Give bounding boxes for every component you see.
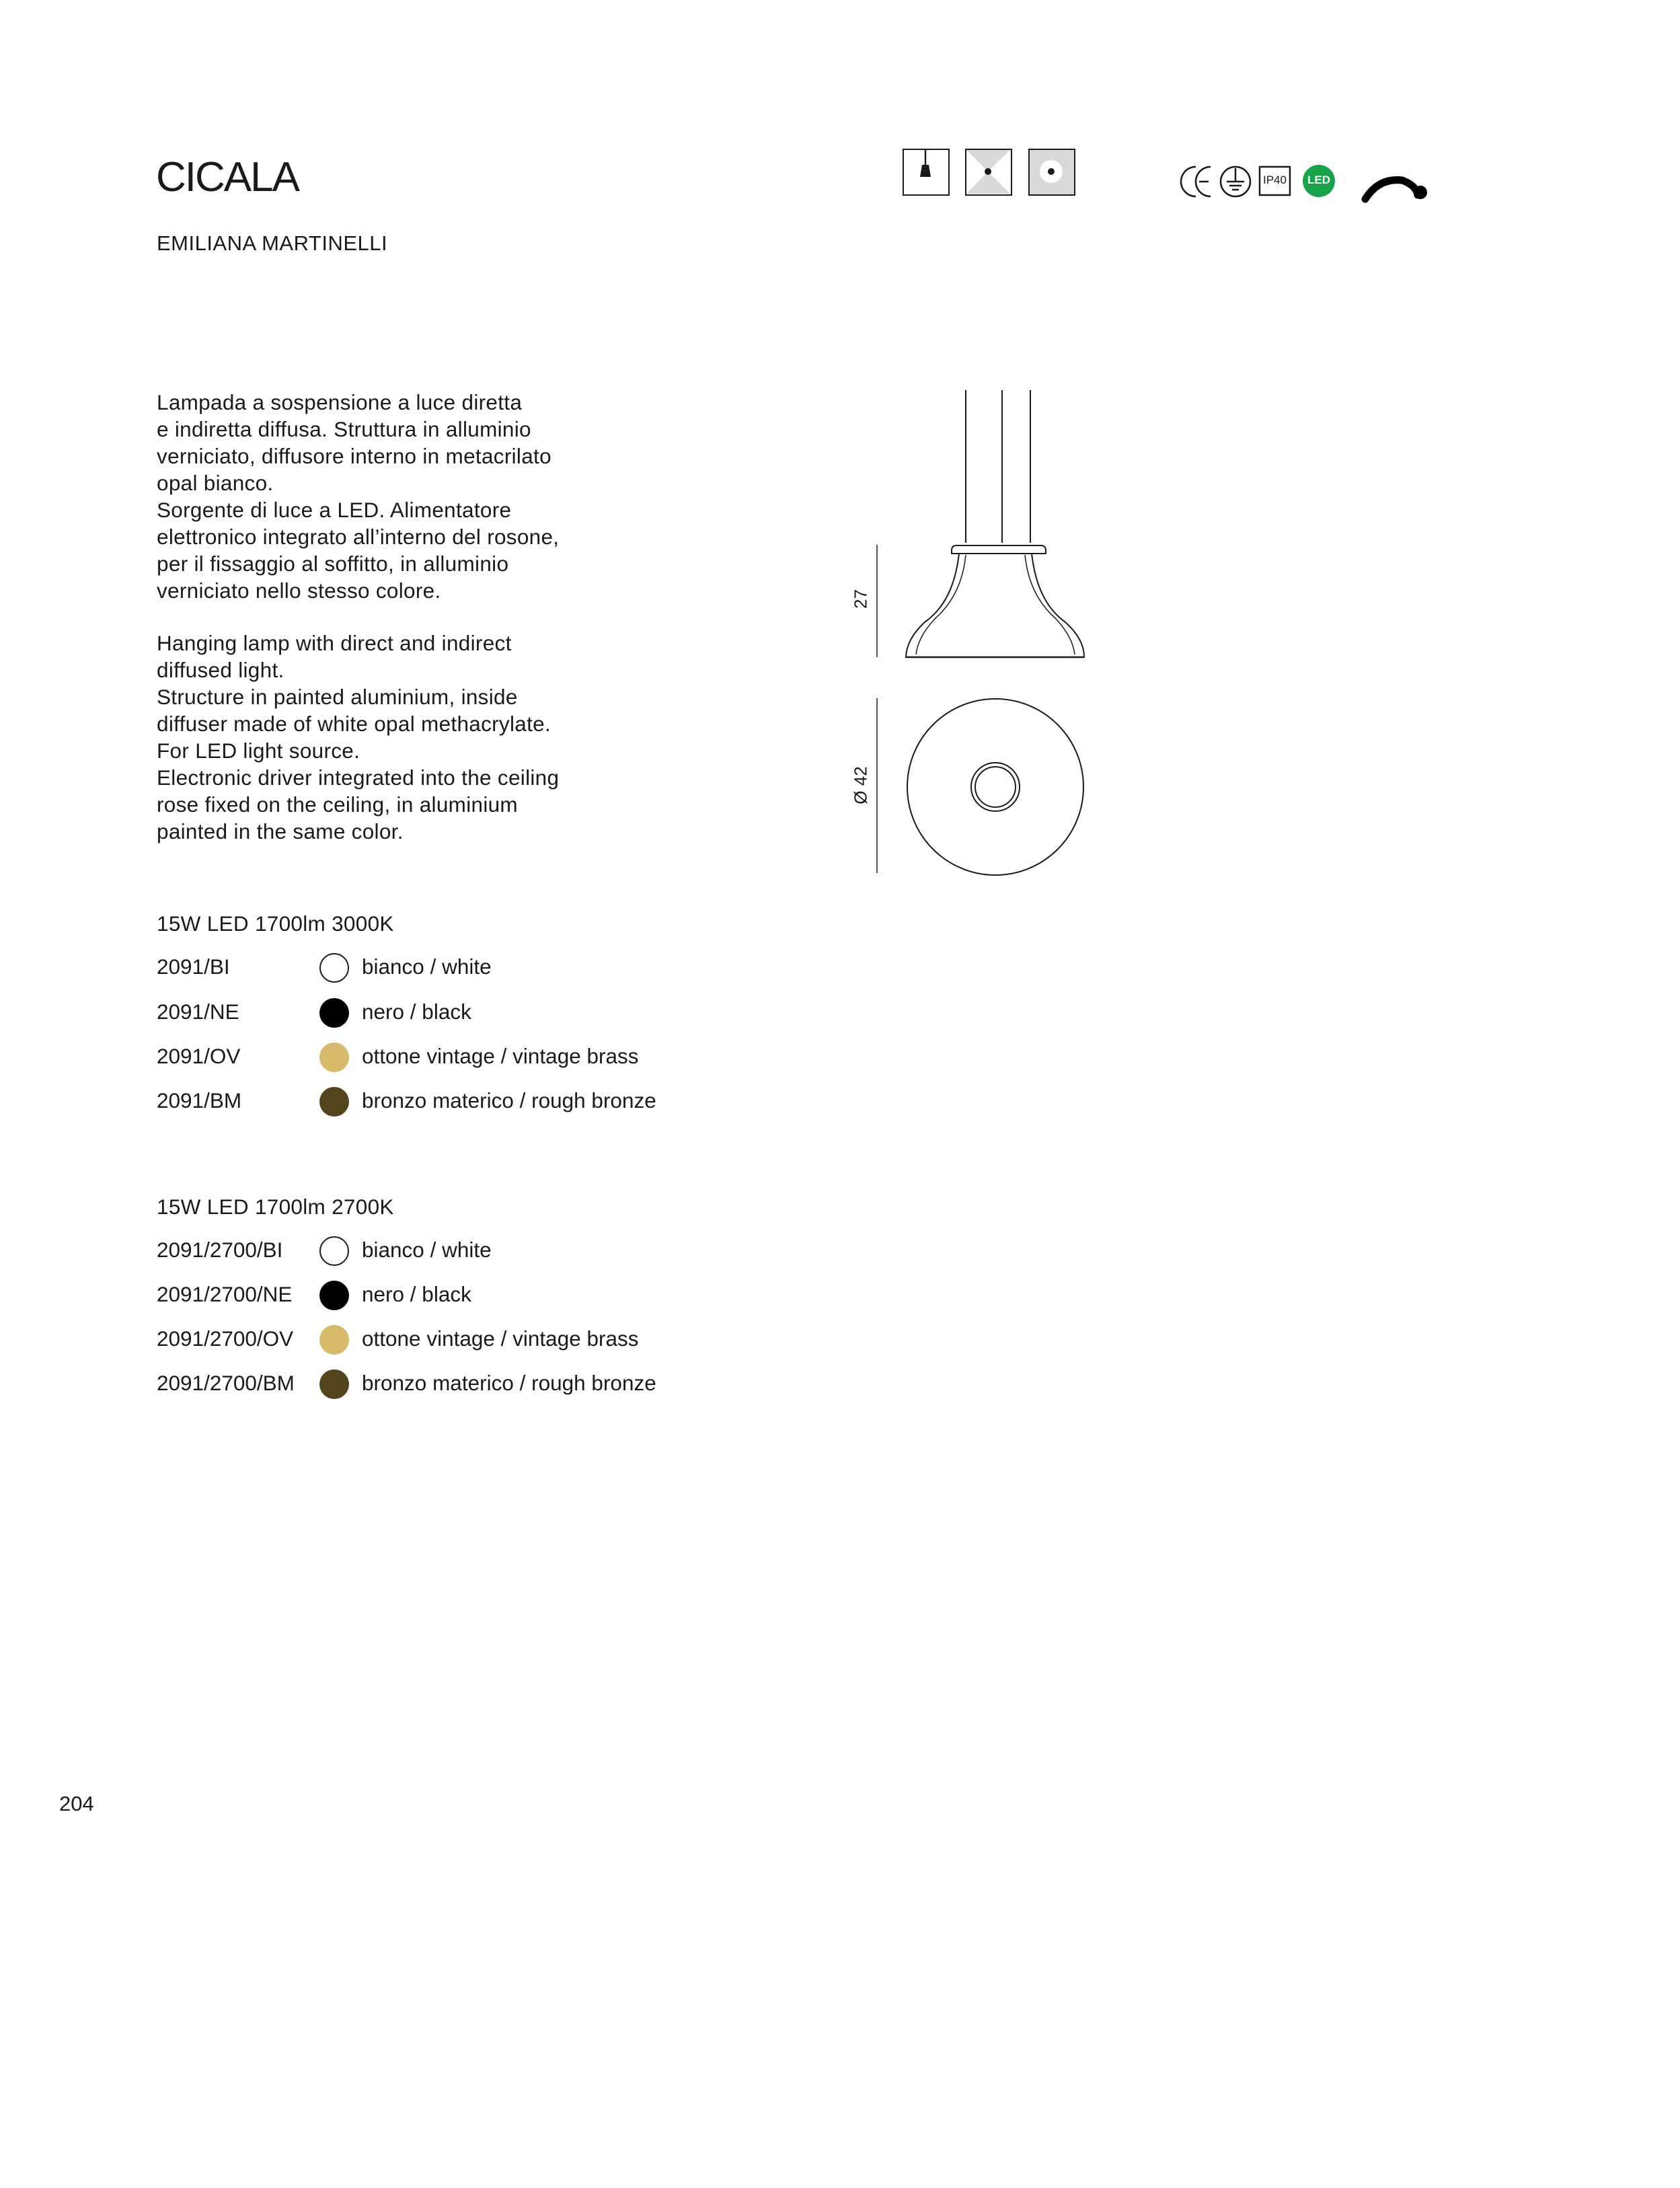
- variant-row: [157, 1232, 708, 1266]
- color-swatch-vintage-brass: [319, 1043, 349, 1072]
- variant-row: [157, 1039, 708, 1072]
- variant-row: [157, 1083, 708, 1117]
- diffused-light-icon: [1028, 149, 1075, 196]
- variant-code: 2091/2700/OV: [157, 1326, 294, 1351]
- color-swatch-vintage-brass: [319, 1325, 349, 1355]
- color-swatch-white: [319, 953, 349, 983]
- variant-row: [157, 1277, 708, 1310]
- variant-code: 2091/OV: [157, 1044, 241, 1068]
- top-view-drawing: [841, 693, 1096, 881]
- variant-color-label: bianco / white: [362, 954, 492, 979]
- variant-row: [157, 1321, 708, 1355]
- diameter-dimension: Ø 42: [850, 766, 871, 804]
- variant-row: [157, 949, 708, 983]
- variant-group-title: 15W LED 1700lm 3000K: [157, 911, 394, 936]
- variant-color-label: bianco / white: [362, 1238, 492, 1262]
- variant-color-label: bronzo materico / rough bronze: [362, 1088, 656, 1112]
- variant-code: 2091/2700/NE: [157, 1282, 293, 1306]
- ground-icon: [1221, 167, 1250, 196]
- ip-rating: IP40: [1263, 174, 1287, 186]
- product-title: CICALA: [156, 154, 299, 200]
- led-badge: LED: [1307, 174, 1330, 186]
- variant-color-label: ottone vintage / vintage brass: [362, 1044, 639, 1068]
- height-dimension: 27: [850, 589, 871, 609]
- dimmable-icon: [1362, 172, 1429, 202]
- color-swatch-white: [319, 1236, 349, 1266]
- variant-color-label: nero / black: [362, 1282, 471, 1306]
- variant-group-title: 15W LED 1700lm 2700K: [157, 1195, 394, 1219]
- variant-row: [157, 1365, 708, 1399]
- color-swatch-rough-bronze: [319, 1087, 349, 1117]
- variant-code: 2091/2700/BI: [157, 1238, 283, 1262]
- description-italian: Lampada a sospensione a luce diretta e indiretta diffusa. Struttura in alluminio verniciato, diffusore interno in metacrilato opal bianco. Sorgente di luce a LED. Alimentatore elettronico integrato all’interno del rosone, per il fissaggio al soffitto, in alluminio verniciato nello stesso colore.: [157, 390, 560, 603]
- variant-code: 2091/BI: [157, 954, 230, 979]
- description-english: Hanging lamp with direct and indirect diffused light. Structure in painted aluminium, inside diffuser made of white opal methacrylate. For LED light source. Electronic driver integrated into the ceiling rose fixed on the ceiling, in aluminium painted in the same color.: [157, 631, 560, 843]
- certification-icons: [1177, 159, 1433, 206]
- direct-indirect-light-icon: [965, 149, 1012, 196]
- page-number: 204: [59, 1792, 94, 1815]
- variant-code: 2091/NE: [157, 999, 239, 1024]
- variant-code: 2091/BM: [157, 1088, 242, 1112]
- variant-row: [157, 994, 708, 1028]
- variant-color-label: bronzo materico / rough bronze: [362, 1371, 656, 1395]
- ce-mark-icon: [1181, 167, 1211, 196]
- variant-color-label: nero / black: [362, 999, 471, 1024]
- color-swatch-black: [319, 998, 349, 1028]
- variant-code: 2091/2700/BM: [157, 1371, 295, 1395]
- color-swatch-rough-bronze: [319, 1369, 349, 1399]
- designer-name: EMILIANA MARTINELLI: [157, 231, 388, 255]
- pendant-lamp-icon: [903, 149, 950, 196]
- variant-color-label: ottone vintage / vintage brass: [362, 1326, 639, 1351]
- color-swatch-black: [319, 1281, 349, 1310]
- side-view-drawing: [841, 387, 1096, 669]
